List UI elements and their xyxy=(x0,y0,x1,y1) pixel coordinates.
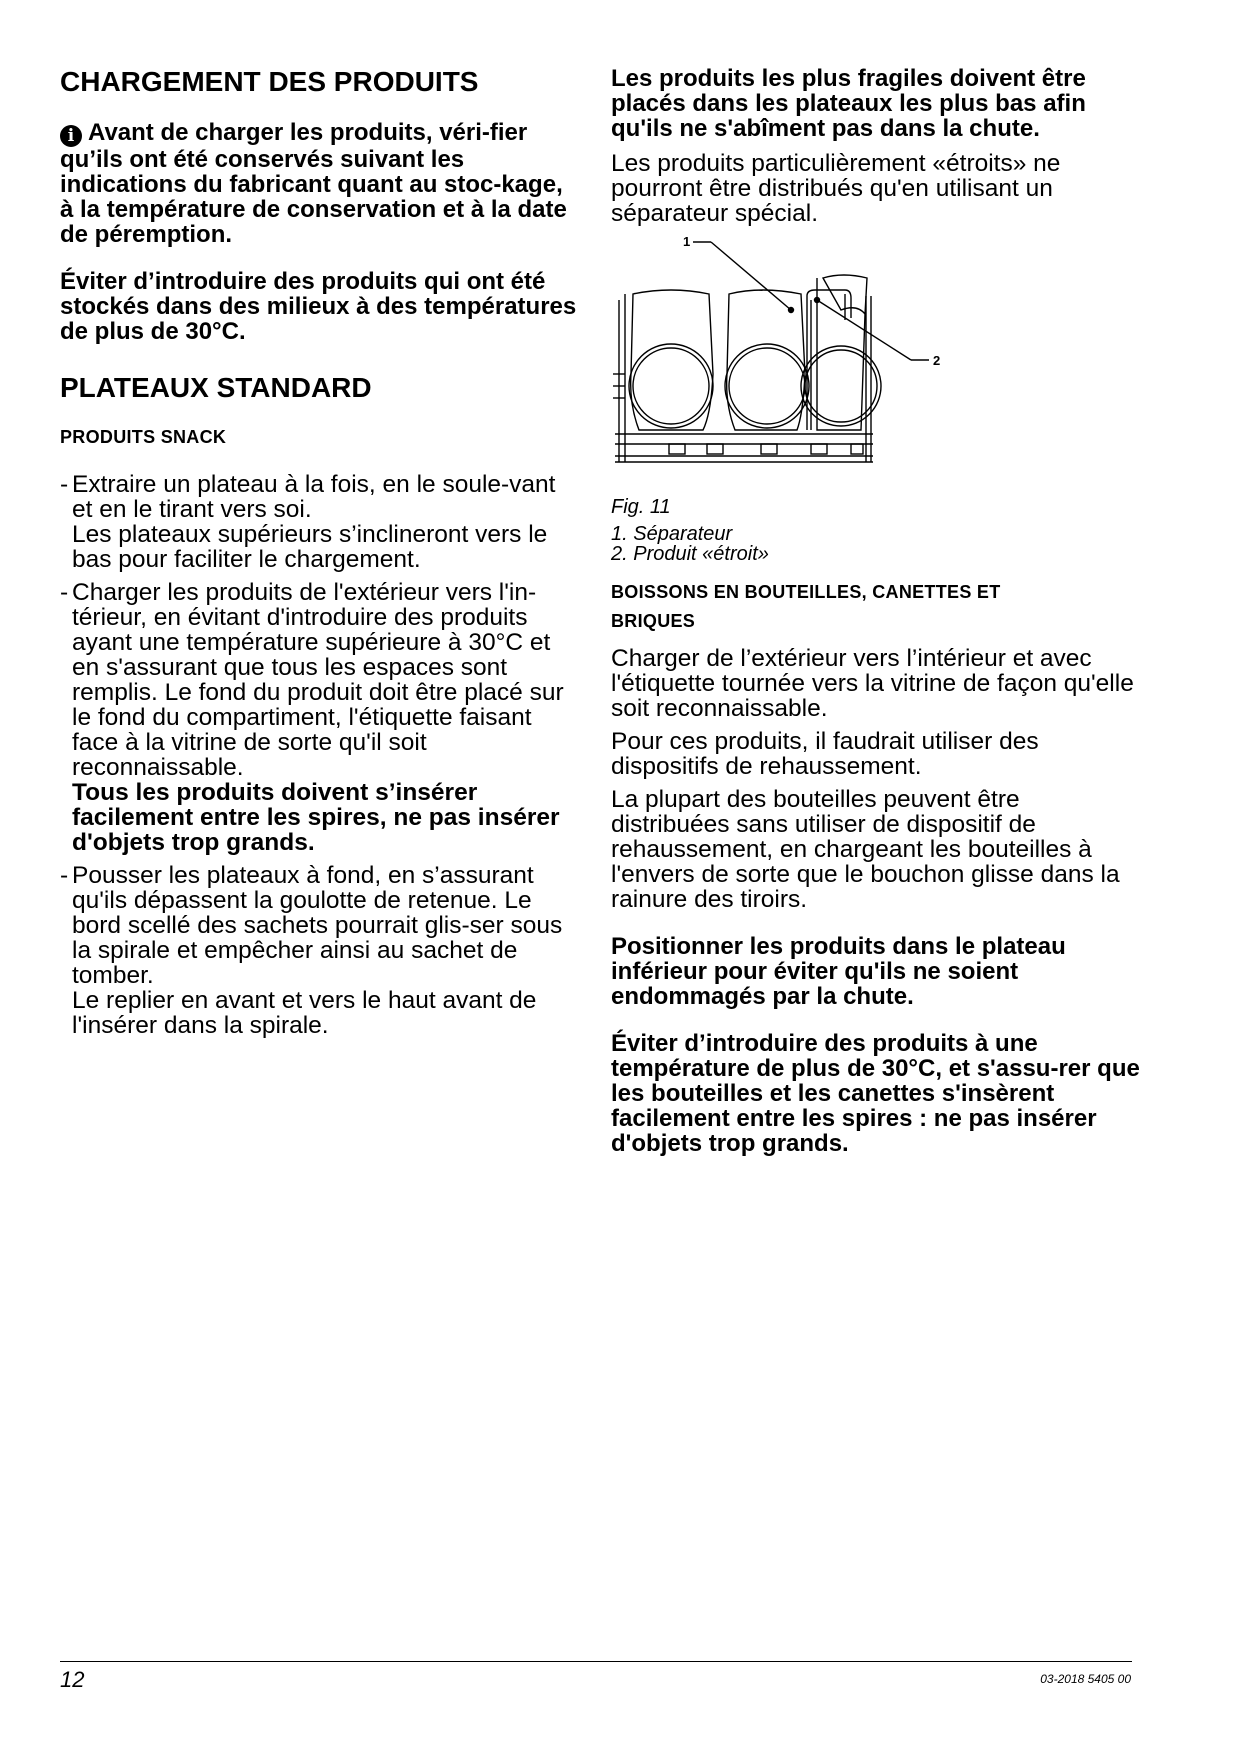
figure-legend xyxy=(611,524,1141,564)
list-item-text: Charger les produits de l'extérieur vers l'in-térieur, en évitant d'introduire des produits ayant une température supérieure à 30°C et en s'assurant que tous les espaces sont remplis. Le fond du produit doit être placé sur le fond du compartiment, l'étiquette faisant face à la vitrine de sorte qu'il soit reconnaissable. xyxy=(72,579,564,781)
document-code: 03-2018 5405 00 xyxy=(1040,1672,1131,1686)
paragraph: Charger de l’extérieur vers l’intérieur et avec l'étiquette tournée vers la vitrine de façon qu'elle soit reconnaissable. xyxy=(611,645,1134,722)
callout-2: 2 xyxy=(933,353,941,368)
position-warning: Positionner les produits dans le plateau inférieur pour éviter qu'ils ne soient endommagés par la chute. xyxy=(611,933,1066,1010)
fragile-warning: Les produits les plus fragiles doivent être placés dans les plateaux les plus bas afin qu'ils ne s'abîment pas dans la chute. xyxy=(611,65,1086,142)
list-item-bold: Tous les produits doivent s’insérer facilement entre les spires, ne pas insérer d'objets trop grands. xyxy=(72,779,560,856)
list-item-text: Extraire un plateau à la fois, en le soule-vant et en le tirant vers soi. xyxy=(72,471,556,523)
right-column xyxy=(611,66,1141,1178)
insertion-warning: Éviter d’introduire des produits à une température de plus de 30°C, et s'assu-rer que les bouteilles et les canettes s'insèrent facilement entre les spires : ne pas insérer d'objets trop grands. xyxy=(611,1030,1140,1157)
paragraph: Pour ces produits, il faudrait utiliser des dispositifs de rehaussement. xyxy=(611,728,1039,780)
narrow-products-text: Les produits particulièrement «étroits» ne pourront être distribués qu'en utilisant un séparateur spécial. xyxy=(611,150,1061,227)
subsection-title: PRODUITS SNACK xyxy=(60,427,227,447)
page-title: CHARGEMENT DES PRODUITS xyxy=(60,66,479,97)
figure-11 xyxy=(611,234,971,496)
subsection-line: BOISSONS EN BOUTEILLES, CANETTES ET xyxy=(611,582,1001,602)
tray-illustration xyxy=(611,234,971,496)
list-dash: - xyxy=(60,862,69,889)
list-item-text2: Les plateaux supérieurs s’inclineront vers le bas pour faciliter le chargement. xyxy=(72,521,548,573)
page-number: 12 xyxy=(60,1667,85,1692)
paragraph: La plupart des bouteilles peuvent être distribuées sans utiliser de dispositif de rehaussement, en chargeant les bouteilles à l'envers de sorte que le bouchon glisse dans la rainure des tiroirs. xyxy=(611,786,1120,913)
storage-warning-text: Avant de charger les produits, véri-fier qu’ils ont été conservés suivant les indications du fabricant quant au stoc-kage, à la température de conservation et à la date de péremption. xyxy=(60,119,567,248)
section-title: PLATEAUX STANDARD xyxy=(60,372,372,403)
list-item xyxy=(60,863,580,1038)
temperature-warning: Éviter d’introduire des produits qui ont été stockés dans des milieux à des températures de plus de 30°C. xyxy=(60,268,577,345)
figure-caption: Fig. 11 xyxy=(611,496,671,518)
legend-item: 1. Séparateur xyxy=(611,523,733,545)
footer-divider xyxy=(60,1661,1132,1662)
subsection-line: BRIQUES xyxy=(611,611,696,631)
list-item xyxy=(60,472,580,572)
legend-item: 2. Produit «étroit» xyxy=(611,543,769,565)
list-dash: - xyxy=(60,579,69,606)
list-item-text: Pousser les plateaux à fond, en s’assurant qu'ils dépassent la goulotte de retenue. Le bord scellé des sachets pourrait glis-ser sous la spirale et empêcher ainsi au sachet de tomber. xyxy=(72,862,563,989)
left-column xyxy=(60,66,580,1046)
list-dash: - xyxy=(60,471,69,498)
info-icon: i xyxy=(60,125,82,147)
list-item-text2: Le replier en avant et vers le haut avant de l'insérer dans la spirale. xyxy=(72,987,537,1039)
list-item xyxy=(60,580,580,855)
subsection-title xyxy=(611,578,1141,636)
storage-warning xyxy=(60,120,580,247)
callout-1: 1 xyxy=(683,234,691,249)
